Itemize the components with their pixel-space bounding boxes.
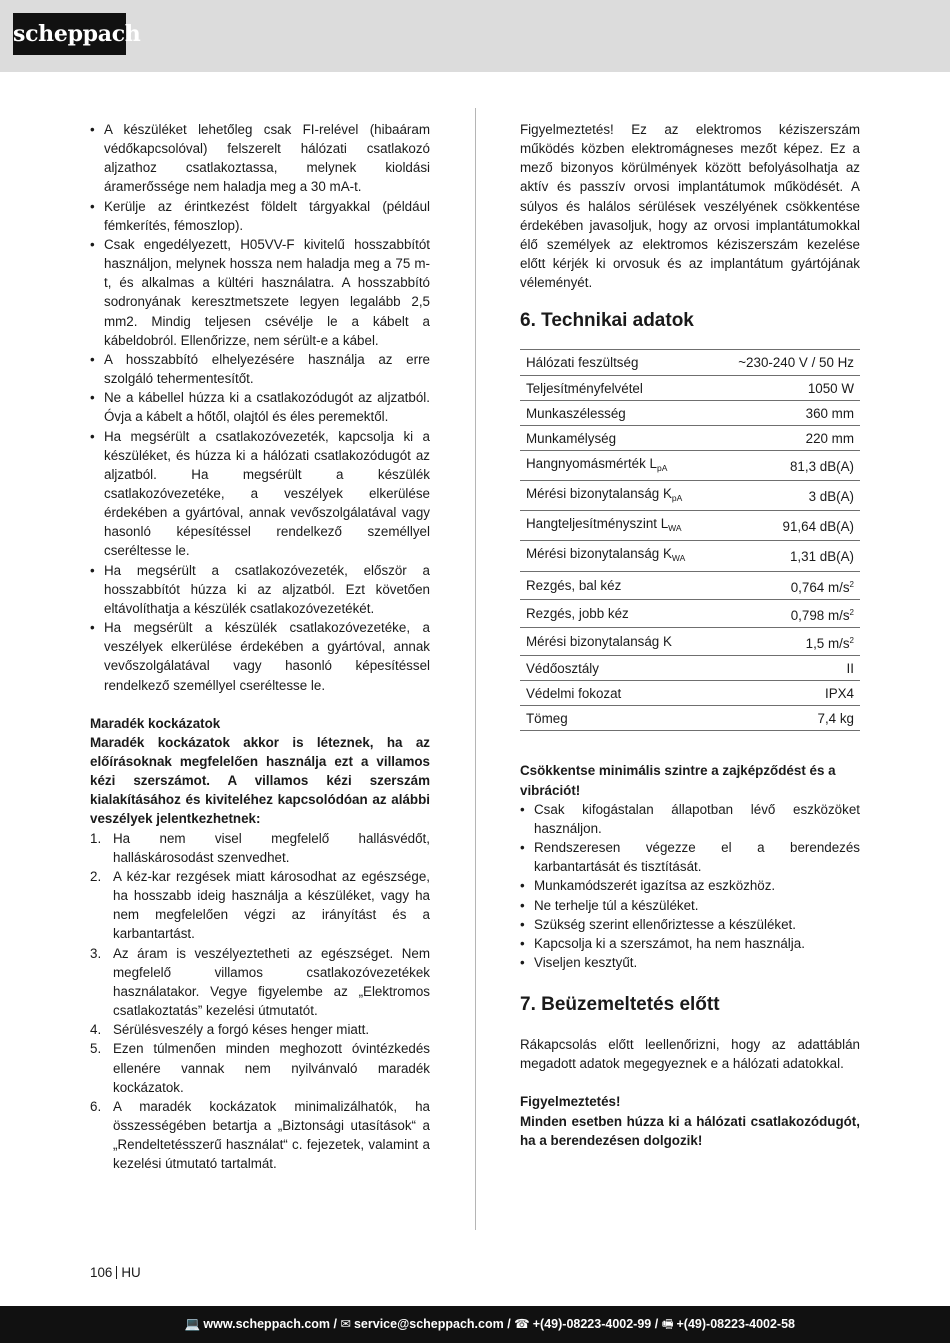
- table-row: [520, 627, 860, 655]
- table-row: [520, 655, 860, 680]
- spec-label: Védelmi fokozat: [520, 681, 720, 706]
- right-column: [520, 120, 860, 1150]
- technical-data-table: [520, 349, 860, 731]
- laptop-icon: 💻: [184, 1317, 201, 1331]
- emf-warning-paragraph: Figyelmeztetés! Ez az elektromos kéziszerszám működés közben elektromágneses mezőt képez. Ez a mező bizonyos körülmények között befolyásolhatja az aktív és passzív orvosi implantátumok működését. A súlyos és halálos sérülések veszélyének csökkentése érdekében javasoljuk, hogy az orvosi implantátumokkal élő személyek az elektromos kéziszerszám kezelése előtt kérjék ki orvosuk és az implantátum gyártójának véleményét.: [520, 122, 860, 291]
- spec-label: Rezgés, bal kéz: [520, 571, 720, 599]
- spec-label: Tömeg: [520, 706, 720, 731]
- section-7-title: 7. Beüzemeltetés előtt: [520, 994, 720, 1016]
- unplug-warning-title: Figyelmeztetés!: [520, 1094, 621, 1110]
- list-item: • Ne terhelje túl a készüléket.: [520, 896, 860, 915]
- spec-value: 360 mm: [720, 400, 860, 425]
- fax-icon: 🖷: [661, 1317, 674, 1331]
- item-number: 6.: [90, 1098, 102, 1114]
- page-number-value: 106: [90, 1265, 113, 1280]
- list-item: • Ha megsérült a készülék csatlakozóvezetéke, a veszélyek elkerülése érdekében a gyártóval, annak vevőszolgálatával vagy hasonló képesítéssel rendelkező személlyel cseréltesse le.: [90, 618, 430, 695]
- table-row: [520, 511, 860, 541]
- spec-label: Rezgés, jobb kéz: [520, 599, 720, 627]
- noise-reduction-title: Csökkentse minimális szintre a zajképződést és a vibrációt!: [520, 763, 836, 798]
- table-row: [520, 400, 860, 425]
- spec-value: 1,5 $m/s^2$: [720, 627, 860, 655]
- spec-value: II: [720, 655, 860, 680]
- spec-value: 81,3 dB(A): [720, 451, 860, 481]
- spec-value: 220 mm: [720, 425, 860, 450]
- website-link[interactable]: www.scheppach.com: [203, 1317, 331, 1331]
- section-7-paragraph: Rákapcsolás előtt leellenőrizni, hogy az adattáblán megadott adatok megegyeznek e a hálózati adatokkal.: [520, 1037, 860, 1072]
- spec-value: 91,64 dB(A): [720, 511, 860, 541]
- list-item: • Csak engedélyezett, H05VV-F kivitelű hosszabbítót használjon, melynek hossza nem haladja meg a 75 m-t, és alkalmas a kültéri használatra. A hosszabbító sodronyának keresztmetszete legyen legalább 2,5 mm2. Mindig teljesen csévélje le a kábelt a kábeldobról. Ellenőrizze, nem sérült-e a kábel.: [90, 235, 430, 350]
- item-number: 1.: [90, 830, 102, 846]
- list-item: • Ha megsérült a csatlakozóvezeték, először a hosszabbítót húzza ki az aljzatból. Ezt követően eltávolíthatja a készülék csatlakozóvezetékét.: [90, 561, 430, 618]
- table-row: [520, 599, 860, 627]
- list-item: • Kerülje az érintkezést földelt tárgyakkal (például fémkerítés, fémoszlop).: [90, 197, 430, 235]
- list-item: [90, 1020, 430, 1039]
- spec-value: IPX4: [720, 681, 860, 706]
- table-row: [520, 425, 860, 450]
- item-text: Az áram is veszélyeztetheti az egészséget. Nem megfelelő villamos csatlakozóvezetékek használatakor. Vegye figyelembe az „Elektromos csatlakoztatás” kezelési útmutatót.: [113, 945, 430, 1019]
- superscript: 2: [849, 607, 854, 617]
- item-text: A maradék kockázatok minimalizálhatók, ha összességében betartja a „Biztonsági utasítások“ a „Rendeltetésszerű használat“ c. fejezetek, valamint a kezelési útmutató tartalmát.: [113, 1098, 430, 1172]
- superscript: 2: [849, 635, 854, 645]
- page-separator: [116, 1266, 117, 1279]
- contact-footer: 💻 www.scheppach.com / ✉ service@scheppach.com / ☎ +(49)-08223-4002-99 / 🖷 +(49)-08223-4002-58: [0, 1306, 950, 1343]
- section-6-title: 6. Technikai adatok: [520, 310, 694, 332]
- spec-label: Hálózati feszültség: [520, 350, 720, 375]
- list-item: • Ne a kábellel húzza ki a csatlakozódugót az aljzatból. Óvja a kábelt a hőtől, olajtól és éles peremektől.: [90, 388, 430, 426]
- item-number: 4.: [90, 1022, 102, 1038]
- page-number: [90, 1265, 141, 1280]
- list-item: • Munkamódszerét igazítsa az eszközhöz.: [520, 876, 860, 895]
- spec-value: 0,764 $m/s^2$: [720, 571, 860, 599]
- list-item: [90, 1039, 430, 1096]
- spec-value: 7,4 kg: [720, 706, 860, 731]
- item-number: 5.: [90, 1041, 102, 1057]
- spec-label: Mérési bizonytalanság $K_{pA}$: [520, 481, 720, 511]
- column-divider: [475, 108, 476, 1230]
- list-item: • Ha megsérült a csatlakozóvezeték, kapcsolja ki a készüléket, és húzza ki a hálózati csatlakozódugót az aljzatból. Ha megsérült a készülék csatlakozóvezetéke, a veszélyek elkerülése érdekében a gyártóval, annak vevőszolgálatával vagy hasonló képesítéssel rendelkező személlyel cseréltesse le.: [90, 427, 430, 561]
- fax-number: +(49)-08223-4002-58: [676, 1317, 795, 1331]
- noise-reduction-list: [520, 800, 860, 972]
- subscript: WA: [668, 523, 682, 534]
- email-link[interactable]: service@scheppach.com: [353, 1317, 504, 1331]
- table-row: [520, 571, 860, 599]
- header-band: [0, 0, 950, 72]
- scheppach-logo: scheppach: [13, 13, 126, 55]
- phone-icon: ☎: [514, 1317, 530, 1331]
- spec-label: Munkaszélesség: [520, 400, 720, 425]
- spec-value: 0,798 $m/s^2$: [720, 599, 860, 627]
- item-text: Ezen túlmenően minden meghozott óvintézkedés ellenére vannak nem nyilvánvaló maradék kockázatok.: [113, 1041, 430, 1095]
- spec-label: Védőosztály: [520, 655, 720, 680]
- spec-value: 3 dB(A): [720, 481, 860, 511]
- list-item: [90, 944, 430, 1021]
- spec-label: Mérési bizonytalanság K: [520, 627, 720, 655]
- table-row: [520, 481, 860, 511]
- item-text: Ha nem visel megfelelő hallásvédőt, halláskárosodást szenvedhet.: [113, 830, 430, 865]
- table-row: [520, 375, 860, 400]
- list-item: • Viseljen kesztyűt.: [520, 953, 860, 972]
- item-number: 2.: [90, 868, 102, 884]
- spec-value: 1,31 dB(A): [720, 541, 860, 571]
- spec-label: Munkamélység: [520, 425, 720, 450]
- left-column: [90, 120, 430, 1173]
- list-item: • A készüléket lehetőleg csak FI-relével (hibaáram védőkapcsolóval) felszerelt hálózati csatlakozó aljzathoz csatlakoztassa, melynek kioldási áramerőssége nem haladja meg a 30 mA-t.: [90, 120, 430, 197]
- table-row: [520, 350, 860, 375]
- list-item: • Kapcsolja ki a szerszámot, ha nem használja.: [520, 934, 860, 953]
- item-number: 3.: [90, 945, 102, 961]
- phone-number: +(49)-08223-4002-99: [532, 1317, 652, 1331]
- list-item: • A hosszabbító elhelyezésére használja az erre szolgáló tehermentesítőt.: [90, 350, 430, 388]
- language-code: HU: [121, 1265, 141, 1280]
- subscript: WA: [671, 553, 686, 564]
- table-row: [520, 706, 860, 731]
- list-item: [90, 1097, 430, 1174]
- spec-label: Hangnyomásmérték $L_{pA}$: [520, 451, 720, 481]
- spec-value: 1050 W: [720, 375, 860, 400]
- item-text: Sérülésveszély a forgó késes henger miatt.: [113, 1022, 370, 1038]
- spec-label: Teljesítményfelvétel: [520, 375, 720, 400]
- safety-bullet-list: [90, 120, 430, 695]
- list-item: [90, 867, 430, 944]
- residual-risks-list: [90, 829, 430, 1174]
- list-item: • Rendszeresen végezze el a berendezés karbantartását és tisztítását.: [520, 838, 860, 876]
- list-item: [90, 829, 430, 867]
- item-text: A kéz-kar rezgések miatt károsodhat az egészsége, ha hosszabb ideig használja a készüléket, vagy ha nem megfelelően végzi az irányítást és a karbantartást.: [113, 868, 430, 942]
- spec-value: ~230-240 V / 50 Hz: [720, 350, 860, 375]
- subscript: pA: [657, 463, 668, 474]
- list-item: • Szükség szerint ellenőriztesse a készüléket.: [520, 915, 860, 934]
- superscript: 2: [849, 579, 854, 589]
- residual-risks-title: Maradék kockázatok: [90, 715, 221, 731]
- email-icon: ✉: [340, 1317, 351, 1331]
- table-row: [520, 541, 860, 571]
- spec-label: Mérési bizonytalanság $K_{WA}$: [520, 541, 720, 571]
- list-item: • Csak kifogástalan állapotban lévő eszközöket használjon.: [520, 800, 860, 838]
- spec-label: Hangteljesítményszint $L_{WA}$: [520, 511, 720, 541]
- residual-risks-intro: Maradék kockázatok akkor is léteznek, ha az előírásoknak megfelelően használja ezt a villamos kézi szerszámot. A villamos kézi szerszám kialakításához és kiviteléhez kapcsolódóan az alábbi veszélyek jelentkezhetnek:: [90, 734, 430, 827]
- table-row: [520, 451, 860, 481]
- subscript: pA: [671, 493, 683, 504]
- unplug-warning-text: Minden esetben húzza ki a hálózati csatlakozódugót, ha a berendezésen dolgozik!: [520, 1113, 860, 1148]
- table-row: [520, 681, 860, 706]
